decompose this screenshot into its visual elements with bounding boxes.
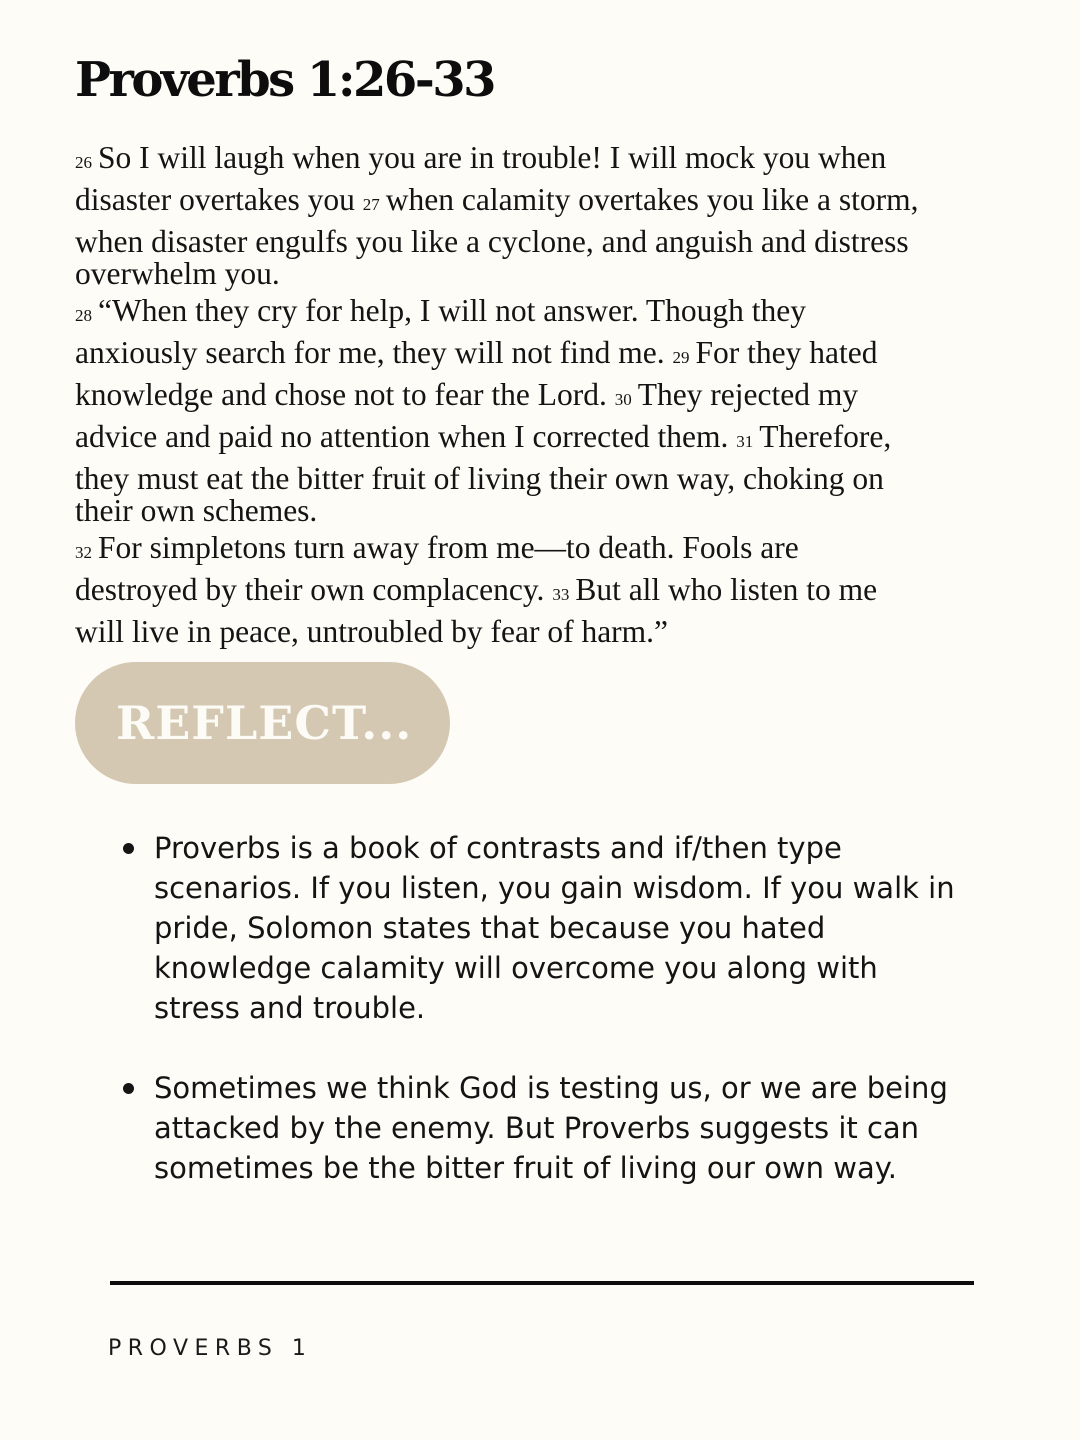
scripture-line: 28 “When they cry for help, I will not answer. Though they (75, 293, 806, 328)
reflection-list (120, 828, 1020, 1188)
scripture-line: when disaster engulfs you like a cyclone, and anguish and distress (75, 224, 909, 259)
scripture-line: their own schemes. (75, 493, 318, 528)
scripture-line: disaster overtakes you 27 when calamity overtakes you like a storm, (75, 182, 919, 217)
bullet-icon (123, 1083, 134, 1094)
scripture-line: 32 For simpletons turn away from me—to death. Fools are (75, 530, 799, 565)
scripture-line: will live in peace, untroubled by fear of harm.” (75, 614, 669, 649)
verse-number: 31 (736, 432, 754, 451)
verse-number: 33 (552, 585, 570, 604)
scripture-line: destroyed by their own complacency. 33 But all who listen to me (75, 572, 878, 607)
verse-number: 29 (672, 348, 690, 367)
page-title: Proverbs 1:26-33 (75, 52, 495, 108)
scripture-line: overwhelm you. (75, 256, 280, 291)
reflection-item: Proverbs is a book of contrasts and if/then type scenarios. If you listen, you gain wisdom. If you walk in pride, Solomon states that because you hated knowledge calamity will overcome you along with stress and trouble. (120, 828, 1020, 1028)
scripture-line: anxiously search for me, they will not find me. 29 For they hated (75, 335, 878, 370)
scripture-line: 26 So I will laugh when you are in trouble! I will mock you when (75, 140, 887, 175)
reflect-label: REFLECT... (116, 696, 413, 750)
verse-number: 26 (75, 153, 92, 172)
reflection-item: Sometimes we think God is testing us, or we are being attacked by the enemy. But Proverbs suggests it can sometimes be the bitter fruit of living our own way. (120, 1068, 1020, 1188)
divider (110, 1281, 974, 1285)
verse-number: 30 (614, 390, 632, 409)
bullet-icon (123, 843, 134, 854)
verse-number: 27 (362, 195, 380, 214)
scripture-line: they must eat the bitter fruit of living their own way, choking on (75, 461, 884, 496)
scripture-line: advice and paid no attention when I corrected them. 31 Therefore, (75, 419, 892, 454)
reflect-badge (75, 662, 450, 784)
scripture-passage (75, 139, 1010, 650)
verse-number: 28 (75, 306, 92, 325)
verse-number: 32 (75, 543, 92, 562)
footer-label: PROVERBS 1 (108, 1336, 313, 1361)
scripture-line: knowledge and chose not to fear the Lord. 30 They rejected my (75, 377, 859, 412)
